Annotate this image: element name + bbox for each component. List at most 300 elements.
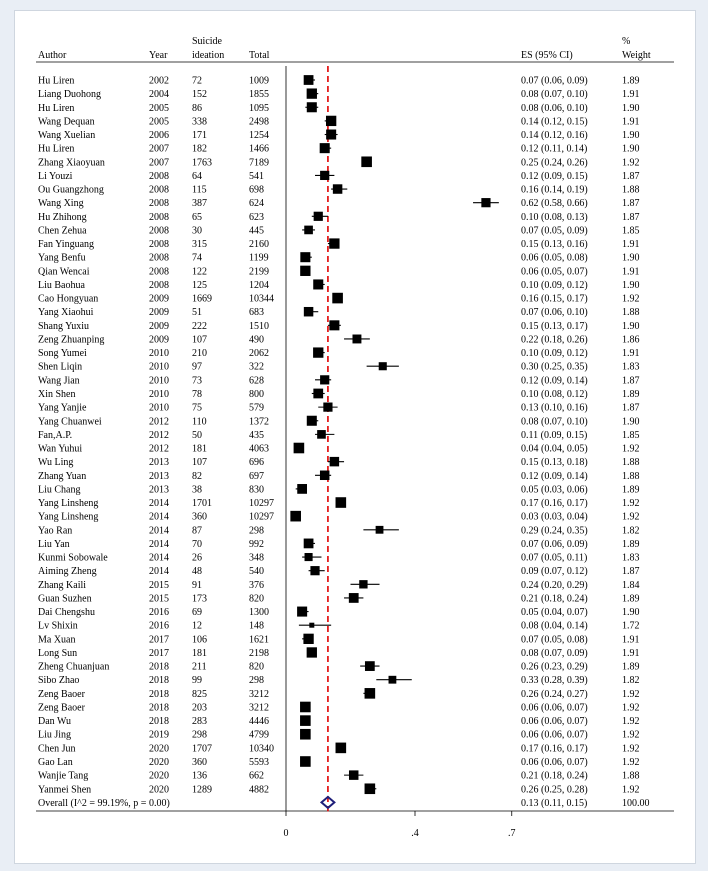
study-box — [326, 130, 336, 140]
study-weight: 1.87 — [622, 198, 640, 210]
study-author: Aiming Zheng — [38, 566, 97, 578]
study-events: 203 — [192, 702, 207, 714]
study-total: 623 — [249, 211, 264, 223]
study-total: 1372 — [249, 416, 269, 428]
study-total: 1466 — [249, 143, 269, 155]
study-events: 1669 — [192, 293, 212, 305]
study-es-ci: 0.11 (0.09, 0.15) — [521, 429, 588, 441]
study-box — [314, 212, 323, 221]
study-weight: 1.83 — [622, 361, 640, 373]
study-es-ci: 0.05 (0.03, 0.06) — [521, 484, 588, 496]
overall-label: Overall (I^2 = 99.19%, p = 0.00) — [38, 797, 170, 809]
study-weight: 1.90 — [622, 607, 640, 619]
study-author: Yanmei Shen — [38, 784, 92, 796]
study-weight: 1.90 — [622, 320, 640, 332]
study-total: 1204 — [249, 279, 269, 291]
study-box — [329, 320, 339, 330]
study-events: 1289 — [192, 784, 212, 796]
study-weight: 1.88 — [622, 184, 640, 196]
study-total: 322 — [249, 361, 264, 373]
study-weight: 1.82 — [622, 675, 640, 687]
study-total: 2062 — [249, 348, 269, 360]
study-year: 2015 — [149, 579, 169, 591]
study-weight: 1.89 — [622, 484, 640, 496]
header-author: Author — [38, 50, 67, 61]
study-events: 182 — [192, 143, 207, 155]
study-weight: 1.89 — [622, 538, 640, 550]
study-es-ci: 0.21 (0.18, 0.24) — [521, 770, 588, 782]
study-weight: 1.87 — [622, 375, 640, 387]
study-events: 338 — [192, 116, 207, 128]
study-events: 65 — [192, 211, 202, 223]
study-total: 1199 — [249, 252, 269, 264]
study-weight: 1.87 — [622, 170, 640, 182]
study-year: 2006 — [149, 130, 169, 142]
study-year: 2010 — [149, 361, 169, 373]
study-year: 2008 — [149, 225, 169, 237]
study-weight: 1.90 — [622, 130, 640, 142]
study-author: Chen Jun — [38, 743, 76, 755]
study-events: 211 — [192, 661, 207, 673]
study-author: Kunmi Sobowale — [38, 552, 108, 564]
study-events: 315 — [192, 239, 207, 251]
study-year: 2005 — [149, 102, 169, 114]
study-es-ci: 0.24 (0.20, 0.29) — [521, 579, 588, 591]
header-weight-line1: % — [622, 36, 631, 47]
study-box — [359, 580, 367, 588]
study-total: 490 — [249, 334, 264, 346]
study-total: 2498 — [249, 116, 269, 128]
study-total: 148 — [249, 620, 264, 632]
study-events: 82 — [192, 470, 202, 482]
study-events: 86 — [192, 102, 202, 114]
study-total: 445 — [249, 225, 264, 237]
study-weight: 1.92 — [622, 716, 640, 728]
study-year: 2008 — [149, 211, 169, 223]
study-events: 107 — [192, 457, 207, 469]
study-total: 1621 — [249, 634, 269, 646]
study-es-ci: 0.17 (0.16, 0.17) — [521, 498, 588, 510]
study-author: Wanjie Tang — [38, 770, 89, 782]
study-author: Shen Liqin — [38, 361, 83, 373]
study-weight: 1.88 — [622, 457, 640, 469]
study-events: 50 — [192, 429, 202, 441]
study-es-ci: 0.06 (0.05, 0.08) — [521, 252, 588, 264]
study-box — [333, 184, 342, 193]
study-events: 69 — [192, 607, 202, 619]
study-year: 2013 — [149, 457, 169, 469]
study-author: Xin Shen — [38, 388, 76, 400]
study-year: 2017 — [149, 634, 169, 646]
study-es-ci: 0.07 (0.06, 0.09) — [521, 538, 588, 550]
study-total: 1855 — [249, 89, 269, 101]
study-box — [294, 443, 305, 454]
study-author: Zheng Chuanjuan — [38, 661, 110, 673]
study-year: 2008 — [149, 252, 169, 264]
study-es-ci: 0.06 (0.05, 0.07) — [521, 266, 588, 278]
study-year: 2008 — [149, 184, 169, 196]
header-events-line1: Suicide — [192, 36, 222, 47]
study-events: 70 — [192, 538, 202, 550]
study-total: 298 — [249, 525, 264, 537]
study-events: 87 — [192, 525, 202, 537]
study-year: 2020 — [149, 784, 169, 796]
study-events: 360 — [192, 757, 207, 768]
study-box — [307, 88, 317, 98]
study-author: Liu Chang — [38, 484, 81, 496]
study-weight: 1.90 — [622, 252, 640, 264]
study-weight: 1.87 — [622, 402, 640, 414]
study-events: 171 — [192, 130, 207, 142]
study-events: 210 — [192, 348, 207, 360]
study-year: 2018 — [149, 661, 169, 673]
study-total: 4063 — [249, 443, 269, 455]
study-year: 2020 — [149, 770, 169, 782]
study-events: 26 — [192, 552, 202, 564]
study-es-ci: 0.06 (0.06, 0.07) — [521, 757, 588, 768]
study-box — [336, 497, 347, 508]
study-box — [300, 702, 311, 713]
study-author: Ou Guangzhong — [38, 184, 104, 196]
study-weight: 1.92 — [622, 157, 640, 169]
study-year: 2014 — [149, 566, 169, 578]
study-events: 38 — [192, 484, 202, 496]
study-author: Liu Jing — [38, 729, 72, 741]
study-events: 74 — [192, 252, 202, 264]
study-weight: 1.86 — [622, 334, 640, 346]
study-total: 628 — [249, 375, 264, 387]
study-author: Wang Xing — [38, 198, 84, 210]
study-year: 2010 — [149, 375, 169, 387]
study-author: Cao Hongyuan — [38, 293, 99, 305]
study-box — [307, 102, 317, 112]
x-tick-label: 0 — [283, 828, 289, 839]
study-es-ci: 0.10 (0.09, 0.12) — [521, 348, 588, 360]
study-box — [365, 783, 376, 794]
study-es-ci: 0.08 (0.07, 0.10) — [521, 416, 588, 428]
study-weight: 1.90 — [622, 143, 640, 155]
study-weight: 1.90 — [622, 279, 640, 291]
study-es-ci: 0.12 (0.09, 0.15) — [521, 170, 588, 182]
study-box — [313, 279, 323, 289]
x-tick-label: .7 — [508, 828, 516, 839]
study-box — [300, 252, 310, 262]
study-year: 2008 — [149, 266, 169, 278]
study-year: 2018 — [149, 675, 169, 687]
study-box — [307, 647, 317, 657]
study-events: 107 — [192, 334, 207, 346]
study-year: 2007 — [149, 143, 169, 155]
study-box — [326, 116, 336, 126]
study-es-ci: 0.12 (0.11, 0.14) — [521, 143, 588, 155]
study-es-ci: 0.62 (0.58, 0.66) — [521, 198, 588, 210]
study-box — [349, 770, 358, 779]
study-total: 1300 — [249, 607, 269, 619]
study-year: 2016 — [149, 607, 169, 619]
study-box — [310, 566, 319, 575]
study-events: 825 — [192, 688, 207, 700]
study-author: Shang Yuxiu — [38, 320, 90, 332]
study-weight: 1.92 — [622, 443, 640, 455]
study-events: 283 — [192, 716, 207, 728]
study-author: Ma Xuan — [38, 634, 76, 646]
study-weight: 1.91 — [622, 89, 640, 101]
study-year: 2020 — [149, 757, 169, 768]
study-total: 540 — [249, 566, 264, 578]
study-box — [317, 430, 326, 439]
study-total: 541 — [249, 170, 264, 182]
study-total: 800 — [249, 388, 264, 400]
study-author: Wang Jian — [38, 375, 80, 387]
study-weight: 1.91 — [622, 634, 640, 646]
study-year: 2018 — [149, 716, 169, 728]
study-author: Wu Ling — [38, 457, 74, 469]
study-year: 2014 — [149, 498, 169, 510]
study-year: 2018 — [149, 702, 169, 714]
study-es-ci: 0.15 (0.13, 0.18) — [521, 457, 588, 469]
study-es-ci: 0.12 (0.09, 0.14) — [521, 470, 588, 482]
study-total: 10297 — [249, 498, 274, 510]
study-weight: 1.87 — [622, 211, 640, 223]
study-author: Fan Yinguang — [38, 239, 95, 251]
study-total: 10340 — [249, 743, 274, 755]
study-weight: 1.91 — [622, 116, 640, 128]
study-year: 2007 — [149, 157, 169, 169]
study-events: 73 — [192, 375, 202, 387]
study-box — [352, 335, 361, 344]
study-author: Yang Xiaohui — [38, 307, 94, 319]
study-events: 1763 — [192, 157, 212, 169]
study-author: Zeng Baoer — [38, 688, 85, 700]
study-year: 2012 — [149, 429, 169, 441]
study-weight: 1.90 — [622, 416, 640, 428]
study-year: 2010 — [149, 348, 169, 360]
study-total: 697 — [249, 470, 264, 482]
study-year: 2009 — [149, 334, 169, 346]
study-year: 2013 — [149, 470, 169, 482]
study-box — [365, 688, 376, 699]
study-weight: 1.83 — [622, 552, 640, 564]
study-weight: 1.92 — [622, 784, 640, 796]
header-events-line2: ideation — [192, 50, 225, 61]
study-weight: 1.92 — [622, 702, 640, 714]
study-box — [376, 526, 384, 534]
study-total: 624 — [249, 198, 264, 210]
study-year: 2005 — [149, 116, 169, 128]
study-total: 10297 — [249, 511, 274, 523]
study-es-ci: 0.05 (0.04, 0.07) — [521, 607, 588, 619]
study-author: Fan,A.P. — [38, 429, 73, 441]
study-year: 2012 — [149, 416, 169, 428]
study-author: Liu Yan — [38, 538, 70, 550]
study-weight: 1.87 — [622, 566, 640, 578]
study-box — [365, 661, 375, 671]
study-total: 1095 — [249, 102, 269, 114]
study-es-ci: 0.16 (0.15, 0.17) — [521, 293, 588, 305]
study-author: Sibo Zhao — [38, 675, 80, 687]
study-weight: 1.89 — [622, 661, 640, 673]
study-author: Gao Lan — [38, 757, 73, 768]
study-total: 992 — [249, 538, 264, 550]
study-box — [481, 198, 490, 207]
study-year: 2014 — [149, 511, 169, 523]
study-total: 4799 — [249, 729, 269, 741]
study-es-ci: 0.07 (0.06, 0.10) — [521, 307, 588, 319]
study-box — [309, 623, 314, 628]
study-author: Qian Wencai — [38, 266, 90, 278]
study-events: 1707 — [192, 743, 212, 755]
study-es-ci: 0.08 (0.04, 0.14) — [521, 620, 588, 632]
study-author: Chen Zehua — [38, 225, 87, 237]
study-es-ci: 0.22 (0.18, 0.26) — [521, 334, 588, 346]
study-es-ci: 0.14 (0.12, 0.15) — [521, 116, 588, 128]
study-weight: 1.92 — [622, 498, 640, 510]
study-weight: 1.91 — [622, 266, 640, 278]
study-box — [313, 347, 323, 357]
study-year: 2008 — [149, 170, 169, 182]
study-es-ci: 0.07 (0.06, 0.09) — [521, 75, 588, 87]
study-weight: 1.84 — [622, 579, 640, 591]
study-weight: 1.88 — [622, 770, 640, 782]
study-author: Wan Yuhui — [38, 443, 83, 455]
study-es-ci: 0.03 (0.03, 0.04) — [521, 511, 588, 523]
study-es-ci: 0.07 (0.05, 0.11) — [521, 552, 588, 564]
study-total: 1254 — [249, 130, 269, 142]
study-box — [304, 307, 313, 316]
study-year: 2010 — [149, 402, 169, 414]
study-total: 3212 — [249, 688, 269, 700]
study-author: Liang Duohong — [38, 89, 102, 101]
study-total: 830 — [249, 484, 264, 496]
study-weight: 1.92 — [622, 743, 640, 755]
study-es-ci: 0.08 (0.06, 0.10) — [521, 102, 588, 114]
chart-marks — [38, 66, 650, 839]
study-author: Liu Baohua — [38, 279, 85, 291]
study-weight: 1.91 — [622, 348, 640, 360]
study-box — [330, 457, 339, 466]
study-author: Hu Liren — [38, 102, 75, 114]
study-events: 48 — [192, 566, 202, 578]
study-author: Wang Xuelian — [38, 130, 96, 142]
study-es-ci: 0.30 (0.25, 0.35) — [521, 361, 588, 373]
study-box — [304, 539, 314, 549]
study-es-ci: 0.08 (0.07, 0.10) — [521, 89, 588, 101]
study-box — [336, 743, 347, 754]
study-es-ci: 0.07 (0.05, 0.08) — [521, 634, 588, 646]
study-year: 2020 — [149, 743, 169, 755]
study-es-ci: 0.12 (0.09, 0.14) — [521, 375, 588, 387]
study-author: Li Youzi — [38, 170, 73, 182]
study-box — [300, 729, 311, 740]
study-author: Dan Wu — [38, 716, 72, 728]
study-year: 2008 — [149, 239, 169, 251]
study-author: Yang Benfu — [38, 252, 86, 264]
study-box — [323, 403, 332, 412]
study-total: 435 — [249, 429, 264, 441]
study-author: Song Yumei — [38, 348, 87, 360]
study-weight: 1.88 — [622, 470, 640, 482]
study-total: 5593 — [249, 757, 269, 768]
study-box — [304, 226, 313, 235]
study-es-ci: 0.09 (0.07, 0.12) — [521, 566, 588, 578]
study-year: 2014 — [149, 525, 169, 537]
study-events: 12 — [192, 620, 202, 632]
study-year: 2012 — [149, 443, 169, 455]
study-total: 683 — [249, 307, 264, 319]
study-box — [332, 293, 343, 304]
study-weight: 1.92 — [622, 511, 640, 523]
study-total: 579 — [249, 402, 264, 414]
study-total: 1510 — [249, 320, 269, 332]
study-events: 222 — [192, 320, 207, 332]
study-total: 3212 — [249, 702, 269, 714]
study-total: 2198 — [249, 647, 269, 659]
study-total: 2160 — [249, 239, 269, 251]
study-es-ci: 0.04 (0.04, 0.05) — [521, 443, 588, 455]
study-es-ci: 0.10 (0.08, 0.13) — [521, 211, 588, 223]
study-box — [300, 756, 311, 767]
study-total: 376 — [249, 579, 264, 591]
study-weight: 1.91 — [622, 647, 640, 659]
study-author: Zeng Baoer — [38, 702, 85, 714]
study-es-ci: 0.15 (0.13, 0.16) — [521, 239, 588, 251]
study-total: 348 — [249, 552, 264, 564]
study-box — [313, 389, 323, 399]
study-weight: 1.90 — [622, 102, 640, 114]
study-es-ci: 0.26 (0.24, 0.27) — [521, 688, 588, 700]
study-events: 181 — [192, 647, 207, 659]
study-box — [297, 607, 307, 617]
study-events: 106 — [192, 634, 207, 646]
study-weight: 1.91 — [622, 239, 640, 251]
study-weight: 1.92 — [622, 688, 640, 700]
header-total: Total — [249, 50, 270, 61]
study-year: 2009 — [149, 293, 169, 305]
study-events: 51 — [192, 307, 202, 319]
study-author: Zhang Kaili — [38, 579, 87, 591]
study-box — [361, 156, 372, 167]
study-events: 1701 — [192, 498, 212, 510]
study-total: 2199 — [249, 266, 269, 278]
study-weight: 1.89 — [622, 75, 640, 87]
study-events: 30 — [192, 225, 202, 237]
study-box — [290, 511, 301, 522]
study-year: 2014 — [149, 552, 169, 564]
study-events: 136 — [192, 770, 207, 782]
study-year: 2008 — [149, 198, 169, 210]
study-box — [297, 484, 307, 494]
study-box — [320, 171, 329, 180]
study-author: Yang Linsheng — [38, 511, 99, 523]
study-total: 298 — [249, 675, 264, 687]
study-total: 1009 — [249, 75, 269, 87]
study-events: 115 — [192, 184, 207, 196]
study-year: 2017 — [149, 647, 169, 659]
study-author: Zeng Zhuanping — [38, 334, 105, 346]
study-box — [300, 266, 310, 276]
study-es-ci: 0.21 (0.18, 0.24) — [521, 593, 588, 605]
study-events: 387 — [192, 198, 207, 210]
study-box — [320, 471, 329, 480]
study-es-ci: 0.29 (0.24, 0.35) — [521, 525, 588, 537]
study-year: 2018 — [149, 688, 169, 700]
study-author: Yang Yanjie — [38, 402, 87, 414]
study-events: 75 — [192, 402, 202, 414]
study-events: 152 — [192, 89, 207, 101]
study-events: 97 — [192, 361, 202, 373]
study-year: 2004 — [149, 89, 169, 101]
study-year: 2019 — [149, 729, 169, 741]
